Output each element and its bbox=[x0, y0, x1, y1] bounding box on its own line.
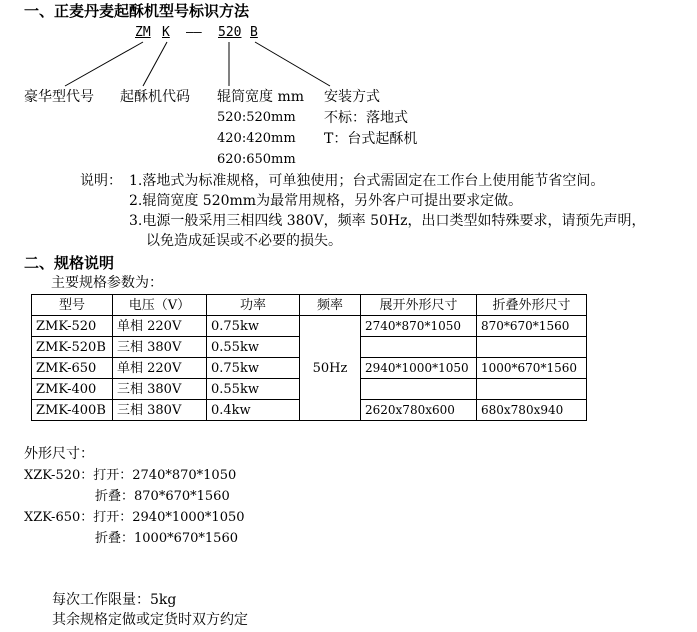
pointer-line-deluxe bbox=[65, 42, 143, 86]
label-deluxe: 豪华型代号 bbox=[24, 89, 94, 105]
note-item-continued: 以免造成延误或不必要的损失。 bbox=[146, 233, 342, 249]
width-option: 420:420mm bbox=[217, 131, 296, 146]
cell-fold-size: 680x780x940 bbox=[477, 400, 587, 421]
pointer-line-install bbox=[255, 42, 330, 86]
cell-open-size-empty bbox=[361, 337, 477, 358]
spec-intro: 主要规格参数为： bbox=[51, 275, 163, 291]
width-option: 520:520mm bbox=[217, 110, 296, 125]
pointer-lines bbox=[0, 0, 697, 100]
table-header-row bbox=[32, 295, 587, 316]
cell-model: ZMK-650 bbox=[32, 358, 113, 379]
cell-frequency: 50Hz bbox=[300, 316, 361, 421]
cell-model: ZMK-520 bbox=[32, 316, 113, 337]
outer-title: 外形尺寸： bbox=[24, 446, 94, 462]
cell-power: 0.75kw bbox=[207, 316, 300, 337]
note-item: 1.落地式为标准规格，可单独使用；台式需固定在工作台上使用能节省空间。 bbox=[129, 173, 605, 189]
cell-model: ZMK-400B bbox=[32, 400, 113, 421]
cell-fold-size: 870*670*1560 bbox=[477, 316, 587, 337]
width-option: 620:650mm bbox=[217, 152, 296, 167]
custom-spec-note: 其余规格定做或定货时双方约定 bbox=[52, 612, 248, 628]
cell-power: 0.75kw bbox=[207, 358, 300, 379]
cell-open-size: 2940*1000*1050 bbox=[361, 358, 477, 379]
table-header: 展开外形尺寸 bbox=[361, 295, 477, 316]
cell-open-size-empty bbox=[361, 379, 477, 400]
code-part-dash: —— bbox=[186, 25, 202, 40]
cell-open-size: 2740*870*1050 bbox=[361, 316, 477, 337]
label-install: 安装方式 bbox=[324, 89, 380, 105]
cell-voltage: 三相 380V bbox=[113, 379, 207, 400]
cell-open-size: 2620x780x600 bbox=[361, 400, 477, 421]
spec-table bbox=[31, 294, 587, 421]
code-part-b: B bbox=[250, 25, 258, 40]
work-limit: 每次工作限量：5kg bbox=[52, 592, 177, 608]
table-header: 频率 bbox=[300, 295, 361, 316]
pointer-line-machine bbox=[143, 42, 167, 86]
code-part-zm: ZM bbox=[135, 25, 151, 40]
cell-voltage: 单相 220V bbox=[113, 316, 207, 337]
section2-title: 二、规格说明 bbox=[24, 254, 115, 272]
cell-power: 0.55kw bbox=[207, 337, 300, 358]
label-width: 辊筒宽度 mm bbox=[217, 89, 305, 105]
install-option: 不标：落地式 bbox=[324, 110, 408, 126]
cell-model: ZMK-520B bbox=[32, 337, 113, 358]
cell-voltage: 三相 380V bbox=[113, 400, 207, 421]
table-header: 功率 bbox=[207, 295, 300, 316]
table-header: 折叠外形尺寸 bbox=[477, 295, 587, 316]
outer-xzk650-open: XZK-650：打开：2940*1000*1050 bbox=[24, 510, 245, 525]
cell-voltage: 单相 220V bbox=[113, 358, 207, 379]
cell-power: 0.4kw bbox=[207, 400, 300, 421]
cell-voltage: 三相 380V bbox=[113, 337, 207, 358]
cell-fold-size: 1000*670*1560 bbox=[477, 358, 587, 379]
note-item: 2.辊筒宽度 520mm为最常用规格，另外客户可提出要求定做。 bbox=[129, 193, 523, 209]
table-header: 型号 bbox=[32, 295, 113, 316]
outer-xzk520-fold: 折叠：870*670*1560 bbox=[95, 489, 230, 504]
table-header: 电压（V） bbox=[113, 295, 207, 316]
section1-title: 一、正麦丹麦起酥机型号标识方法 bbox=[24, 2, 250, 20]
outer-xzk520-open: XZK-520：打开：2740*870*1050 bbox=[24, 468, 237, 483]
cell-power: 0.55kw bbox=[207, 379, 300, 400]
cell-fold-size-empty bbox=[477, 379, 587, 400]
label-machine: 起酥机代码 bbox=[120, 89, 190, 105]
cell-model: ZMK-400 bbox=[32, 379, 113, 400]
note-item: 3.电源一般采用三相四线 380V，频率 50Hz，出口类型如特殊要求，请预先声明， bbox=[129, 213, 646, 229]
table-row bbox=[32, 316, 587, 337]
cell-fold-size-empty bbox=[477, 337, 587, 358]
install-option: T：台式起酥机 bbox=[324, 131, 418, 147]
outer-xzk650-fold: 折叠：1000*670*1560 bbox=[95, 531, 238, 546]
code-part-width: 520 bbox=[218, 25, 242, 40]
notes-label: 说明： bbox=[80, 173, 122, 189]
code-part-k: K bbox=[162, 25, 170, 40]
